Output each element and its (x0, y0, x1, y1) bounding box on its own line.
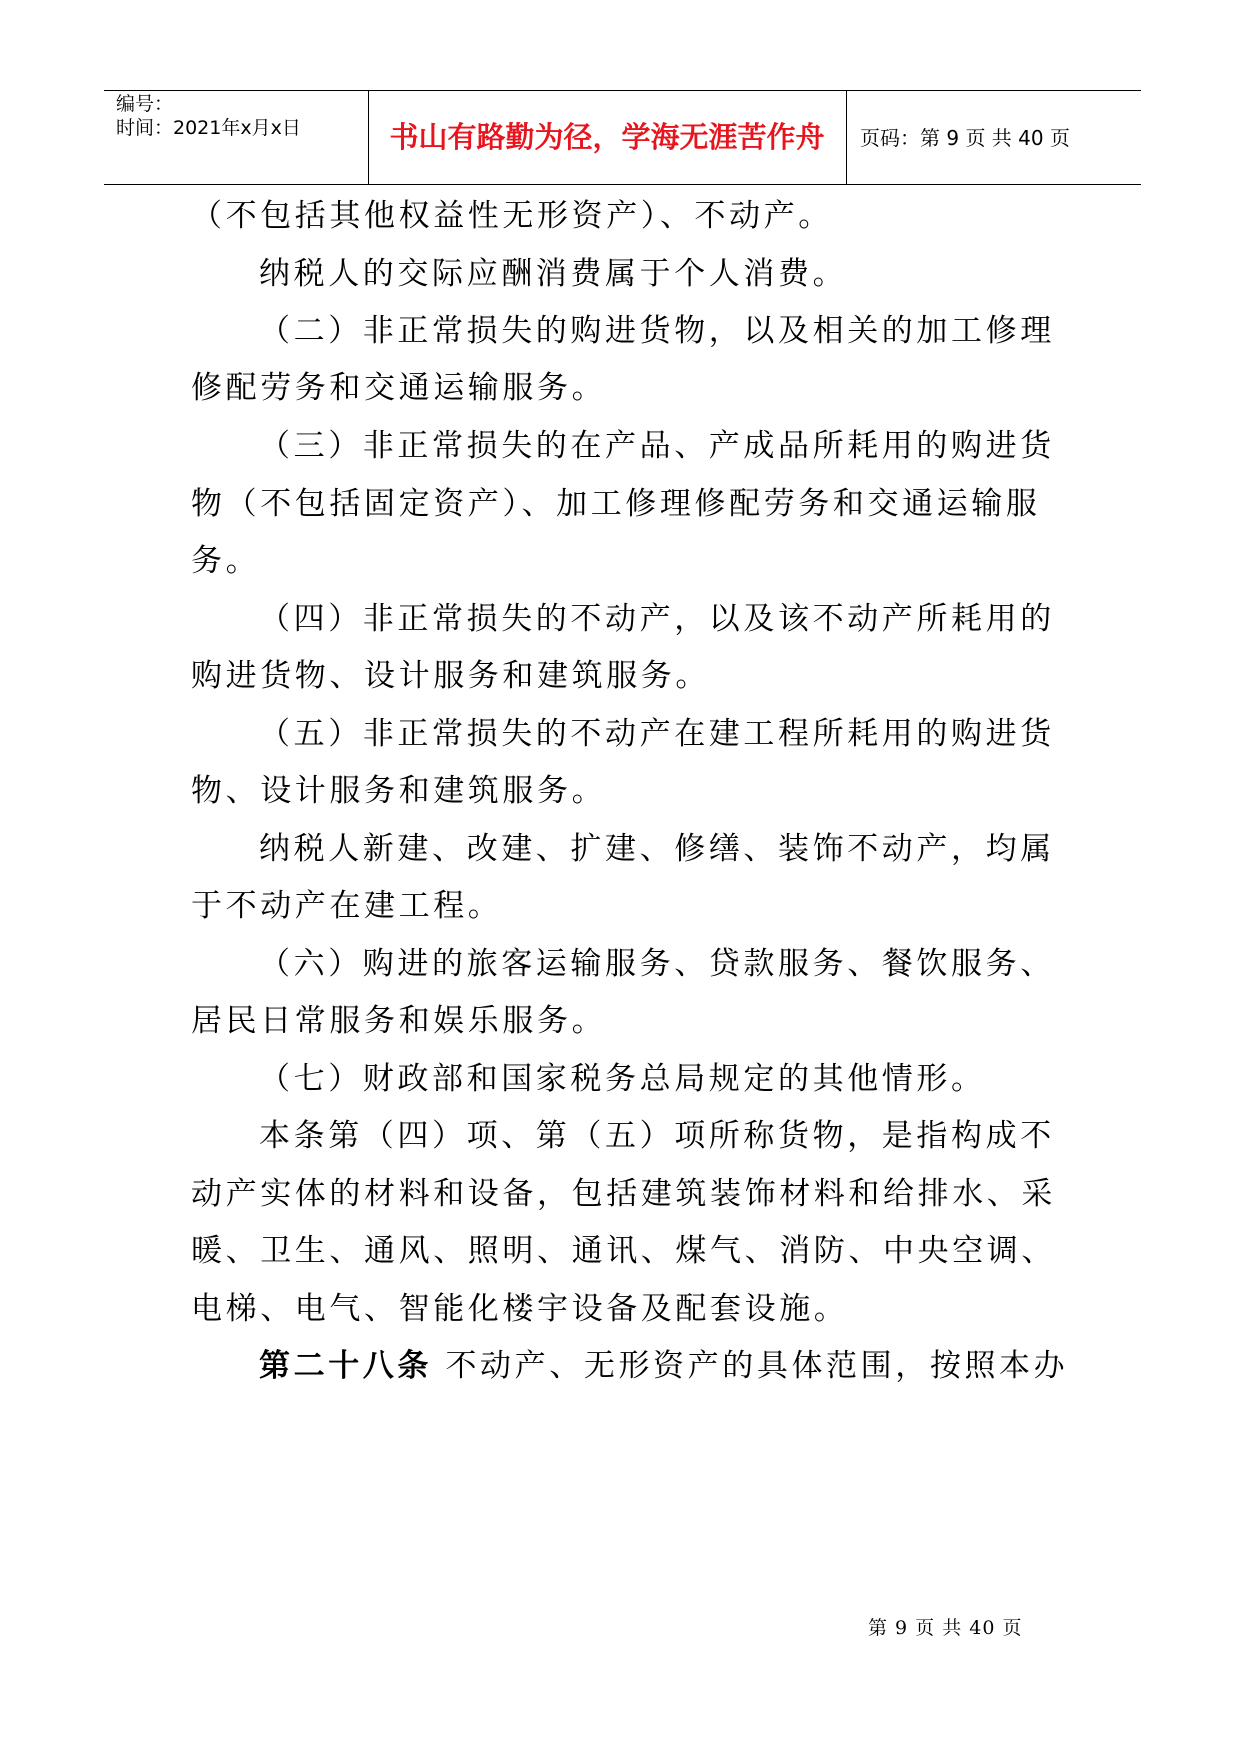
text-line: （二）非正常损失的购进货物，以及相关的加工修理 (259, 313, 1055, 349)
text-line: 电梯、电气、智能化楼宇设备及配套设施。 (191, 1291, 849, 1327)
number-label: 编号： (116, 93, 174, 115)
page-footer: 第 9 页 共 40 页 (868, 1617, 1023, 1639)
text-line: （六）购进的旅客运输服务、贷款服务、餐饮服务、 (259, 946, 1055, 982)
text-line: （五）非正常损失的不动产在建工程所耗用的购进货 (259, 716, 1055, 752)
article-line (259, 1346, 1068, 1386)
text-line: 本条第（四）项、第（五）项所称货物，是指构成不 (259, 1118, 1055, 1154)
text-line: 居民日常服务和娱乐服务。 (191, 1003, 607, 1039)
text-line: （四）非正常损失的不动产，以及该不动产所耗用的 (259, 601, 1055, 637)
text-line: 务。 (191, 543, 261, 579)
text-line: 物（不包括固定资产）、加工修理修配劳务和交通运输服 (191, 486, 1041, 522)
date-label: 时间：2021年x月x日 (116, 117, 301, 139)
article-text: 不动产、无形资产的具体范围，按照本办 (432, 1348, 1069, 1384)
text-line: 于不动产在建工程。 (191, 888, 503, 924)
text-line: 纳税人新建、改建、扩建、修缮、装饰不动产，均属 (259, 831, 1055, 867)
text-line: （三）非正常损失的在产品、产成品所耗用的购进货 (259, 428, 1055, 464)
header-motto: 书山有路勤为径，学海无涯苦作舟 (389, 120, 825, 154)
text-line: 修配劳务和交通运输服务。 (191, 370, 607, 406)
text-line: 物、设计服务和建筑服务。 (191, 773, 607, 809)
text-line: 暖、卫生、通风、照明、通讯、煤气、消防、中央空调、 (191, 1233, 1056, 1269)
text-line: 纳税人的交际应酬消费属于个人消费。 (259, 256, 848, 292)
text-line: 购进货物、设计服务和建筑服务。 (191, 658, 710, 694)
article-title: 第二十八条 (259, 1348, 432, 1384)
text-line: （不包括其他权益性无形资产）、不动产。 (191, 198, 833, 234)
text-line: 动产实体的材料和设备，包括建筑装饰材料和给排水、采 (191, 1176, 1056, 1212)
header-page-info: 页码：第 9 页 共 40 页 (860, 126, 1070, 150)
text-line: （七）财政部和国家税务总局规定的其他情形。 (259, 1061, 986, 1097)
